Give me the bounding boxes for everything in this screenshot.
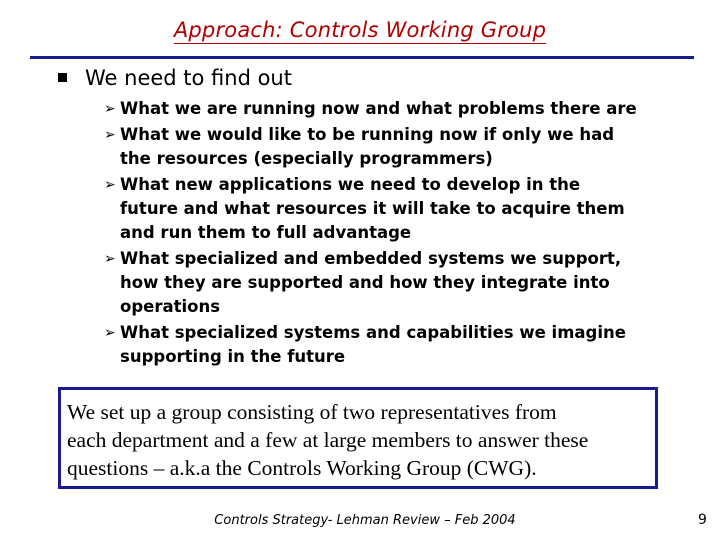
sub-bullet xyxy=(104,97,684,121)
title-divider xyxy=(30,56,694,59)
summary-box: We set up a group consisting of two representatives from each department and a few at large members to answer these questions – a.k.a the Controls Working Group (CWG). xyxy=(58,387,658,489)
arrow-bullet-icon: ➢ xyxy=(104,251,116,267)
square-bullet-icon xyxy=(58,73,67,82)
arrow-bullet-icon: ➢ xyxy=(104,101,116,117)
page-number: 9 xyxy=(698,512,707,528)
sub-bullet-text: What we would like to be running now if only we had the resources (especially programmers) xyxy=(120,125,615,168)
footer-text: Controls Strategy- Lehman Review – Feb 2004 xyxy=(214,513,516,528)
slide-title xyxy=(0,18,720,42)
sub-bullet-text: What new applications we need to develop in the future and what resources it will take to acquire them and run them to full advantage xyxy=(120,175,625,242)
sub-bullet xyxy=(104,123,684,171)
main-bullet-text: We need to find out xyxy=(85,66,292,90)
slide-title-text: Approach: Controls Working Group xyxy=(173,18,547,42)
arrow-bullet-icon: ➢ xyxy=(104,177,116,193)
arrow-bullet-icon: ➢ xyxy=(104,127,116,143)
sub-bullet-list xyxy=(104,97,684,371)
sub-bullet xyxy=(104,321,684,369)
sub-bullet xyxy=(104,173,684,245)
sub-bullet-text: What specialized systems and capabilities we imagine supporting in the future xyxy=(120,323,626,366)
arrow-bullet-icon: ➢ xyxy=(104,325,116,341)
sub-bullet-text: What we are running now and what problems there are xyxy=(120,99,637,118)
sub-bullet-text: What specialized and embedded systems we support, how they are supported and how they integrate into operations xyxy=(120,249,622,316)
sub-bullet xyxy=(104,247,684,319)
main-bullet xyxy=(58,64,292,92)
